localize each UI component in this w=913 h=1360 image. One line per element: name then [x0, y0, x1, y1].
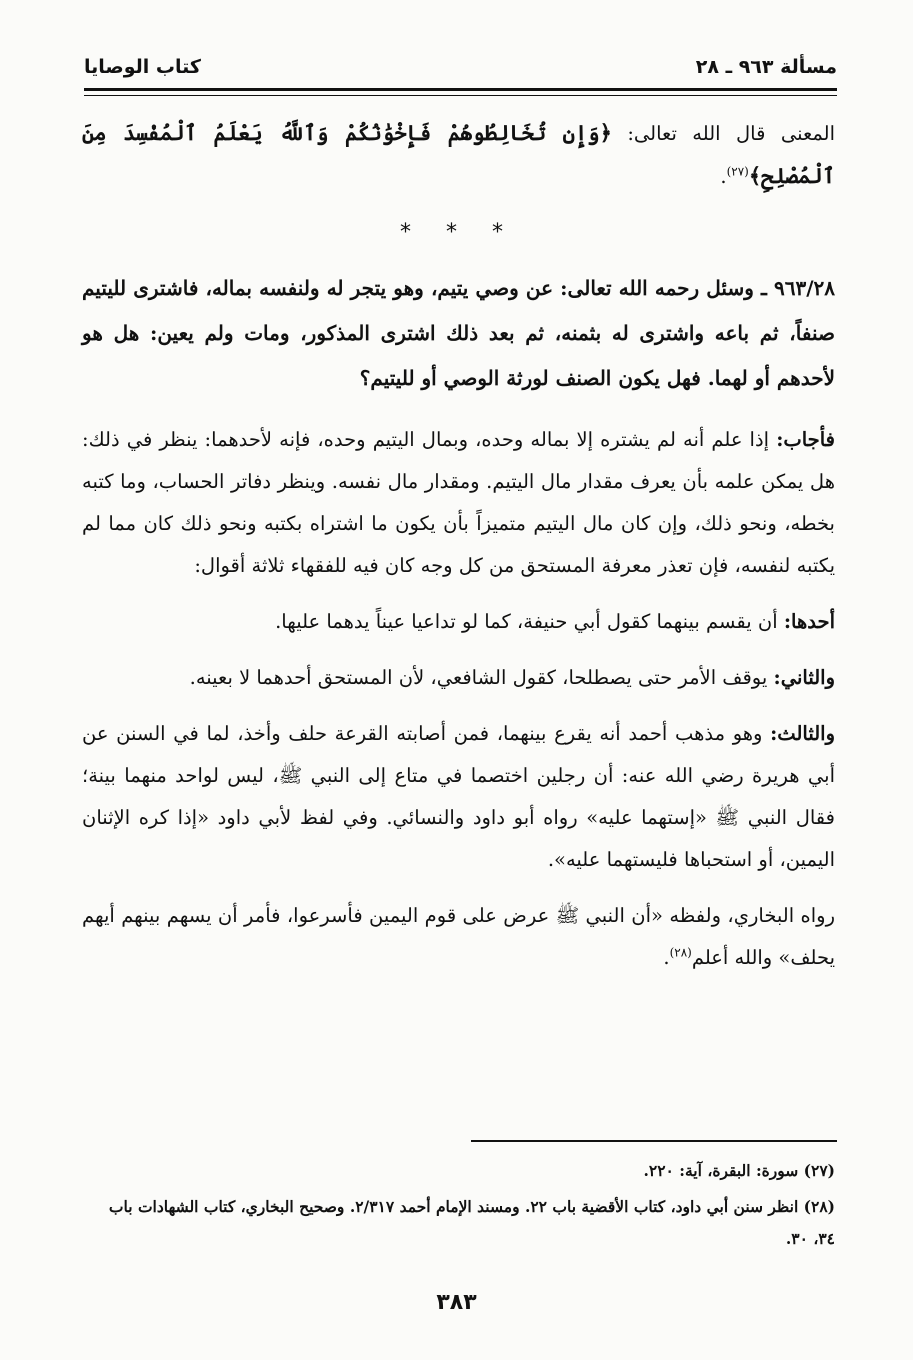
footnotes	[82, 1155, 835, 1259]
footnote-rule	[471, 1140, 837, 1142]
footnote-27: (٢٧) سورة: البقرة، آية: ٢٢٠.	[643, 1161, 835, 1180]
quran-verse: ﴿وَإِن تُخَالِطُوهُمْ فَإِخْوَٰنُكُمْ وَٱللَّهُ يَعْلَمُ ٱلْمُفْسِدَ مِنَ ٱلْمُصْلِحِ﴾	[82, 120, 835, 188]
opinion-second-text: يوقف الأمر حتى يصطلحا، كقول الشافعي، لأن المستحق أحدهما لا بعينه.	[189, 666, 768, 689]
opinion-first-lead: أحدها:	[783, 610, 835, 633]
answer-paragraph	[82, 419, 835, 587]
main-text	[82, 112, 835, 993]
opinion-third-text: وهو مذهب أحمد أنه يقرع بينهما، فمن أصابته القرعة حلف وأخذ، لما في السنن عن أبي هريرة رضي الله عنه: أن رجلين اختصما في متاع إلى النبي ﷺ، ليس لواحد منهما بينة؛ فقال النبي ﷺ «إستهما عليه» رواه أبو داود والنسائي. وفي لفظ لأبي داود «إذا كره الإثنان اليمين، أو استحباها فليستهما عليه».	[82, 722, 835, 871]
page-number: ٣٨٣	[436, 1290, 477, 1315]
footnote-ref-28: (٢٨)	[669, 945, 692, 960]
opinion-second-lead: والثاني:	[773, 666, 835, 689]
question-paragraph: ٩٦٣/٢٨ ـ وسئل رحمه الله تعالى: عن وصي يتيم، وهو يتجر له ولنفسه بماله، فاشترى لليتيم صنفاً، ثم باعه واشترى له بثمنه، ثم بعد ذلك اشترى المذكور، ومات ولم يعين: هل هو لأحدهم أو لهما. فهل يكون الصنف لورثة الوصي أو لليتيم؟	[82, 276, 835, 390]
opinion-first	[82, 601, 835, 643]
answer-text: إذا علم أنه لم يشتره إلا بماله وحده، وبمال اليتيم وحده، فإنه لأحدهما: ينظر في ذلك: هل يمكن علمه بأن يعرف مقدار مال اليتيم. ومقدار مال نفسه. وينظر دفاتر الحساب، وما كتبه بخطه، ونحو ذلك، وإن كان مال اليتيم متميزاً بأن يكون ما اشتراه بكتبه ونحو ذلك كان مما لم يكتبه لنفسه، فإن تعذر معرفة المستحق من كل وجه كان فيه للفقهاء ثلاثة أقوال:	[82, 428, 835, 577]
closing-paragraph: رواه البخاري، ولفظه «أن النبي ﷺ عرض على قوم اليمين فأسرعوا، فأمر أن يسهم بينهم أيهم يحلف» والله أعلم$^{(٢٨)}$.	[82, 904, 835, 969]
running-header	[84, 52, 837, 82]
closing-text: رواه البخاري، ولفظه «أن النبي ﷺ عرض على قوم اليمين فأسرعوا، فأمر أن يسهم بينهم أيهم يحلف» والله أعلم	[82, 904, 835, 969]
opinion-first-text: أن يقسم بينهما كقول أبي حنيفة، كما لو تداعيا عيناً يدهما عليها.	[275, 610, 778, 633]
footnote-ref-27: (٢٧)	[726, 164, 749, 179]
opinion-third	[82, 713, 835, 881]
answer-lead: فأجاب:	[776, 428, 836, 451]
section-separator: * * *	[400, 220, 517, 245]
opinion-second	[82, 657, 835, 699]
header-rule-thin	[84, 95, 837, 96]
header-rule-thick	[84, 88, 837, 91]
opinion-third-lead: والثالث:	[770, 722, 835, 745]
header-section-title: مسألة ٩٦٣ ـ ٢٨	[695, 56, 837, 78]
header-book-title: كتاب الوصايا	[84, 56, 201, 78]
intro-paragraph: المعنى قال الله تعالى: ﴿وَإِن تُخَالِطُوهُمْ فَإِخْوَٰنُكُمْ وَٱللَّهُ يَعْلَمُ ٱلْمُفْسِدَ مِنَ ٱلْمُصْلِحِ﴾$^{(٢٧)}$.	[82, 120, 836, 188]
intro-lead: المعنى قال الله تعالى:	[627, 122, 836, 145]
footnote-28: (٢٨) انظر سنن أبي داود، كتاب الأقضية باب ٢٢. ومسند الإمام أحمد ٢/٣١٧. وصحيح البخاري، كتاب الشهادات باب ٣٤، ٣٠.	[108, 1197, 835, 1248]
